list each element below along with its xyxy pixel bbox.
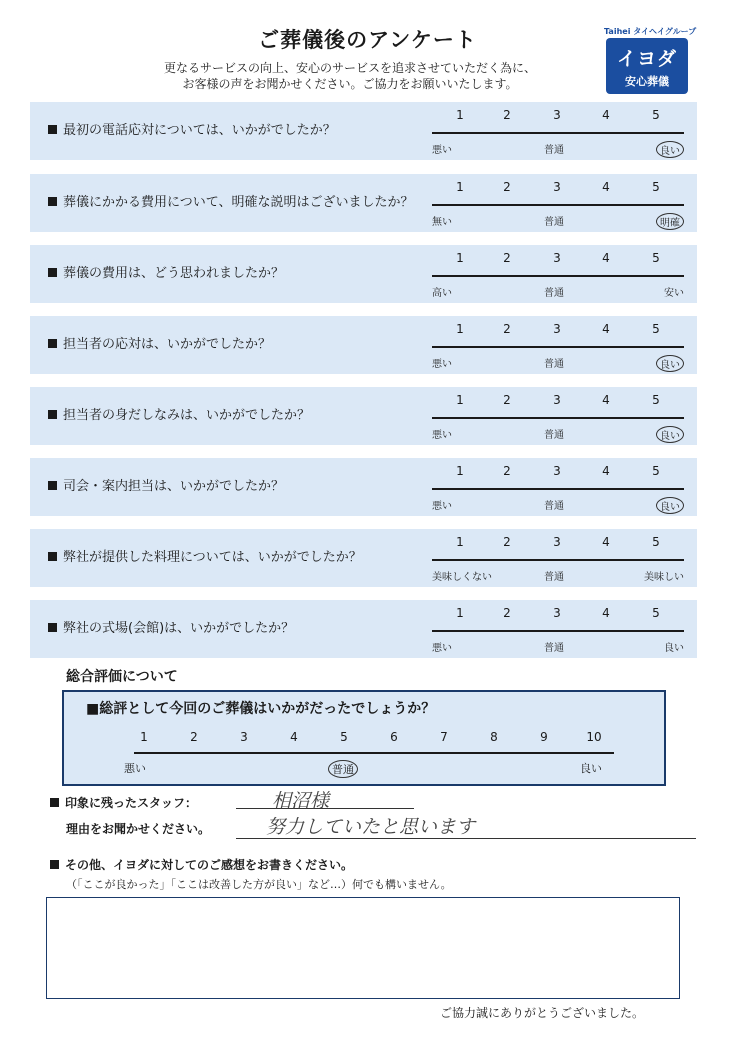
scale-low-label: 無い	[432, 217, 452, 228]
overall-scale-number[interactable]: 6	[390, 730, 398, 744]
question-label	[48, 387, 310, 445]
question-row	[30, 600, 697, 658]
scale-number[interactable]: 5	[652, 606, 660, 620]
question-row	[30, 387, 697, 445]
bullet-square-icon	[48, 197, 57, 206]
reason-answer[interactable]: 努力していたと思います	[266, 816, 476, 838]
question-text: 司会・案内担当は、いかがでしたか？	[63, 479, 285, 494]
rating-scale[interactable]	[432, 606, 684, 654]
overall-scale-number[interactable]: 5	[340, 730, 348, 744]
scale-number[interactable]: 4	[602, 393, 610, 407]
scale-mid-label: 普通	[544, 217, 564, 228]
bullet-square-icon	[48, 410, 57, 419]
scale-low-label: 悪い	[432, 643, 452, 654]
question-row	[30, 174, 697, 232]
scale-line	[432, 132, 684, 134]
scale-line	[432, 630, 684, 632]
scale-line	[432, 559, 684, 561]
scale-high-label: 良い	[656, 355, 684, 372]
bullet-square-icon	[50, 798, 59, 807]
overall-scale-number[interactable]: 1	[140, 730, 148, 744]
question-text: 弊社が提供した料理については、いかがでしたか？	[63, 550, 362, 565]
question-text: 弊社の式場(会館)は、いかがでしたか？	[63, 621, 295, 636]
logo-main: イヨダ	[616, 48, 677, 70]
scale-high-label: 良い	[656, 141, 684, 158]
overall-scale[interactable]	[124, 730, 614, 778]
question-label	[48, 102, 336, 160]
scale-line	[432, 275, 684, 277]
scale-number[interactable]: 1	[456, 393, 464, 407]
question-text: 葬儀の費用は、どう思われましたか？	[63, 266, 285, 281]
overall-scale-number[interactable]: 8	[490, 730, 498, 744]
scale-mid-label: 普通	[544, 572, 564, 583]
scale-number[interactable]: 2	[503, 108, 511, 122]
rating-scale[interactable]	[432, 393, 684, 441]
question-label	[48, 174, 413, 232]
scale-number[interactable]: 3	[553, 322, 561, 336]
scale-high-label: 良い	[664, 643, 684, 654]
scale-number[interactable]: 2	[503, 251, 511, 265]
scale-number[interactable]: 5	[652, 464, 660, 478]
scale-number[interactable]: 2	[503, 606, 511, 620]
overall-scale-line	[134, 752, 614, 754]
scale-number[interactable]: 2	[503, 322, 511, 336]
scale-number[interactable]: 4	[602, 180, 610, 194]
intro-line-1: 更なるサービスの向上、安心のサービスを追求させていただく為に、	[163, 61, 536, 75]
scale-number[interactable]: 3	[553, 108, 561, 122]
overall-high-label: 良い	[580, 762, 602, 775]
overall-scale-number[interactable]: 2	[190, 730, 198, 744]
reason-label: 理由をお聞かせください。	[66, 822, 211, 836]
question-label	[48, 245, 284, 303]
rating-scale[interactable]	[432, 251, 684, 299]
scale-number[interactable]: 3	[553, 251, 561, 265]
scale-number[interactable]: 5	[652, 251, 660, 265]
page-title: ご葬儀後のアンケート	[258, 28, 477, 52]
scale-number[interactable]: 4	[602, 606, 610, 620]
question-row	[30, 316, 697, 374]
overall-question: ■総評として今回のご葬儀はいかがだったでしょうか？	[86, 701, 436, 717]
question-row	[30, 529, 697, 587]
logo-box	[606, 38, 688, 94]
scale-mid-label: 普通	[544, 430, 564, 441]
scale-number[interactable]: 5	[652, 393, 660, 407]
scale-low-label: 悪い	[432, 430, 452, 441]
scale-low-label: 悪い	[432, 359, 452, 370]
overall-low-label: 悪い	[124, 762, 146, 775]
comments-textarea[interactable]	[46, 897, 680, 999]
scale-low-label: 高い	[432, 288, 452, 299]
scale-low-label: 悪い	[432, 501, 452, 512]
staff-label: 印象に残ったスタッフ：	[65, 796, 198, 810]
scale-number[interactable]: 4	[602, 322, 610, 336]
overall-scale-number[interactable]: 9	[540, 730, 548, 744]
scale-line	[432, 417, 684, 419]
question-row	[30, 245, 697, 303]
intro-text	[100, 60, 600, 92]
scale-number[interactable]: 2	[503, 464, 511, 478]
bullet-square-icon	[48, 339, 57, 348]
scale-low-label: 悪い	[432, 145, 452, 156]
question-row	[30, 458, 697, 516]
scale-number[interactable]: 1	[456, 251, 464, 265]
question-label	[48, 600, 294, 658]
scale-number[interactable]: 1	[456, 535, 464, 549]
bullet-square-icon	[48, 125, 57, 134]
rating-scale[interactable]	[432, 322, 684, 370]
comments-label: その他、イヨダに対してのご感想をお書きください。	[65, 858, 354, 872]
overall-rating-box	[62, 690, 666, 786]
scale-number[interactable]: 3	[553, 464, 561, 478]
scale-mid-label: 普通	[544, 643, 564, 654]
scale-mid-label: 普通	[544, 288, 564, 299]
scale-high-label: 良い	[656, 426, 684, 443]
scale-number[interactable]: 4	[602, 464, 610, 478]
scale-mid-label: 普通	[544, 359, 564, 370]
scale-low-label: 美味しくない	[432, 572, 492, 583]
staff-question	[50, 794, 197, 811]
scale-number[interactable]: 5	[652, 535, 660, 549]
overall-scale-number[interactable]: 3	[240, 730, 248, 744]
scale-number[interactable]: 3	[553, 535, 561, 549]
rating-scale[interactable]	[432, 180, 684, 228]
overall-scale-number[interactable]: 4	[290, 730, 298, 744]
scale-number[interactable]: 1	[456, 180, 464, 194]
scale-line	[432, 204, 684, 206]
scale-number[interactable]: 4	[602, 251, 610, 265]
thanks-text: ご協力誠にありがとうございました。	[440, 1006, 645, 1020]
question-label	[48, 316, 271, 374]
scale-high-label: 良い	[656, 497, 684, 514]
scale-number[interactable]: 5	[652, 108, 660, 122]
scale-number[interactable]: 2	[503, 393, 511, 407]
comments-note: （「ここが良かった」「ここは改善した方が良い」など…）何でも構いません。	[66, 878, 452, 891]
scale-number[interactable]: 1	[456, 322, 464, 336]
scale-high-label: 美味しい	[644, 572, 684, 583]
rating-scale[interactable]	[432, 464, 684, 512]
scale-number[interactable]: 4	[602, 535, 610, 549]
bullet-square-icon	[48, 552, 57, 561]
scale-line	[432, 346, 684, 348]
scale-number[interactable]: 1	[456, 464, 464, 478]
company-logo	[604, 26, 697, 96]
rating-scale[interactable]	[432, 108, 684, 156]
scale-number[interactable]: 2	[503, 535, 511, 549]
scale-line	[432, 488, 684, 490]
bullet-square-icon	[48, 268, 57, 277]
scale-mid-label: 普通	[544, 501, 564, 512]
question-row	[30, 102, 697, 160]
staff-answer[interactable]: 相沼様	[272, 790, 330, 812]
scale-number[interactable]: 1	[456, 108, 464, 122]
scale-number[interactable]: 3	[553, 180, 561, 194]
scale-high-label: 明確	[656, 213, 684, 230]
question-label	[48, 458, 284, 516]
logo-sub: 安心葬儀	[625, 75, 669, 88]
overall-scale-number[interactable]: 10	[586, 730, 602, 744]
scale-number[interactable]: 5	[652, 322, 660, 336]
question-text: 担当者の身だしなみは、いかがでしたか？	[63, 408, 311, 423]
question-text: 葬儀にかかる費用について、明確な説明はございましたか？	[63, 195, 414, 210]
overall-mid-label: 普通	[328, 760, 358, 778]
question-text: 担当者の応対は、いかがでしたか？	[63, 337, 272, 352]
scale-number[interactable]: 1	[456, 606, 464, 620]
question-label	[48, 529, 362, 587]
intro-line-2: お客様の声をお聞かせください。ご協力をお願いいたします。	[182, 77, 518, 91]
bullet-square-icon	[48, 481, 57, 490]
scale-number[interactable]: 3	[553, 606, 561, 620]
logo-brand: Taihei タイヘイグループ	[604, 27, 697, 36]
bullet-square-icon	[48, 623, 57, 632]
bullet-square-icon	[50, 860, 59, 869]
rating-scale[interactable]	[432, 535, 684, 583]
scale-number[interactable]: 3	[553, 393, 561, 407]
scale-number[interactable]: 4	[602, 108, 610, 122]
question-text: 最初の電話応対については、いかがでしたか？	[63, 123, 336, 138]
scale-number[interactable]: 2	[503, 180, 511, 194]
scale-number[interactable]: 5	[652, 180, 660, 194]
scale-mid-label: 普通	[544, 145, 564, 156]
comments-question	[50, 856, 353, 873]
scale-high-label: 安い	[664, 288, 684, 299]
overall-scale-number[interactable]: 7	[440, 730, 448, 744]
overall-section-title: 総合評価について	[66, 669, 178, 685]
